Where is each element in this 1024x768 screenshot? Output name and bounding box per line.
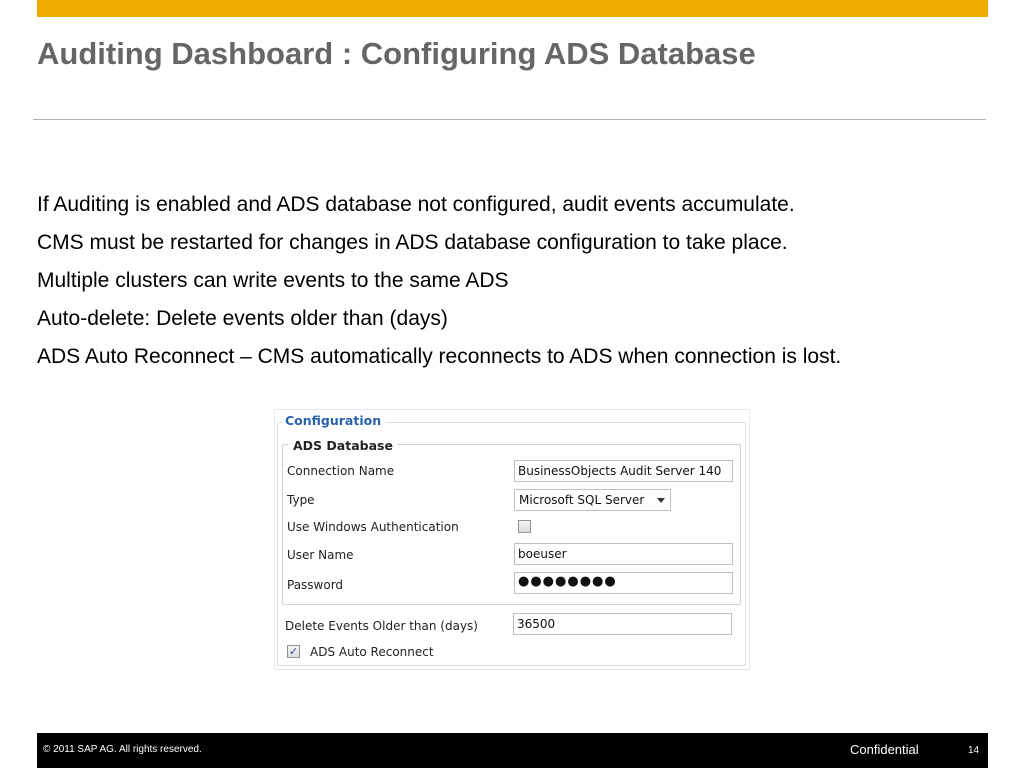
windows-auth-label: Use Windows Authentication — [287, 520, 459, 534]
bullet-item: ADS Auto Reconnect – CMS automatically reconnects to ADS when connection is lost. — [37, 345, 842, 368]
bullet-list — [37, 192, 977, 382]
confidential-label: Confidential — [850, 742, 919, 757]
windows-auth-checkbox[interactable] — [518, 520, 531, 533]
top-accent-bar — [37, 0, 988, 17]
connection-name-input[interactable]: BusinessObjects Audit Server 140 — [514, 460, 733, 482]
type-select-value: Microsoft SQL Server — [519, 493, 645, 507]
ads-database-legend: ADS Database — [289, 438, 397, 453]
configuration-legend: Configuration — [283, 413, 385, 428]
user-name-label: User Name — [287, 548, 354, 562]
type-label: Type — [287, 493, 315, 507]
auto-reconnect-checkbox[interactable] — [287, 645, 300, 658]
bullet-item: Auto-delete: Delete events older than (days) — [37, 307, 448, 330]
footer-bar — [37, 733, 988, 768]
title-divider — [33, 119, 986, 120]
password-input[interactable]: ●●●●●●●● — [514, 572, 733, 594]
delete-events-input[interactable]: 36500 — [513, 613, 732, 635]
slide-title: Auditing Dashboard : Configuring ADS Database — [37, 36, 756, 71]
page-number: 14 — [968, 745, 980, 756]
auto-reconnect-label: ADS Auto Reconnect — [310, 645, 434, 659]
bullet-item: Multiple clusters can write events to the same ADS — [37, 269, 509, 292]
bullet-item: CMS must be restarted for changes in ADS database configuration to take place. — [37, 231, 788, 254]
check-icon: ✓ — [288, 645, 299, 658]
connection-name-label: Connection Name — [287, 464, 395, 478]
chevron-down-icon — [657, 498, 665, 503]
type-select[interactable] — [514, 489, 671, 511]
delete-events-label: Delete Events Older than (days) — [285, 619, 478, 633]
password-label: Password — [287, 578, 344, 592]
user-name-input[interactable]: boeuser — [514, 543, 733, 565]
copyright-text: © 2011 SAP AG. All rights reserved. — [43, 744, 202, 755]
configuration-panel — [274, 409, 750, 670]
bullet-item: If Auditing is enabled and ADS database not configured, audit events accumulate. — [37, 193, 795, 216]
